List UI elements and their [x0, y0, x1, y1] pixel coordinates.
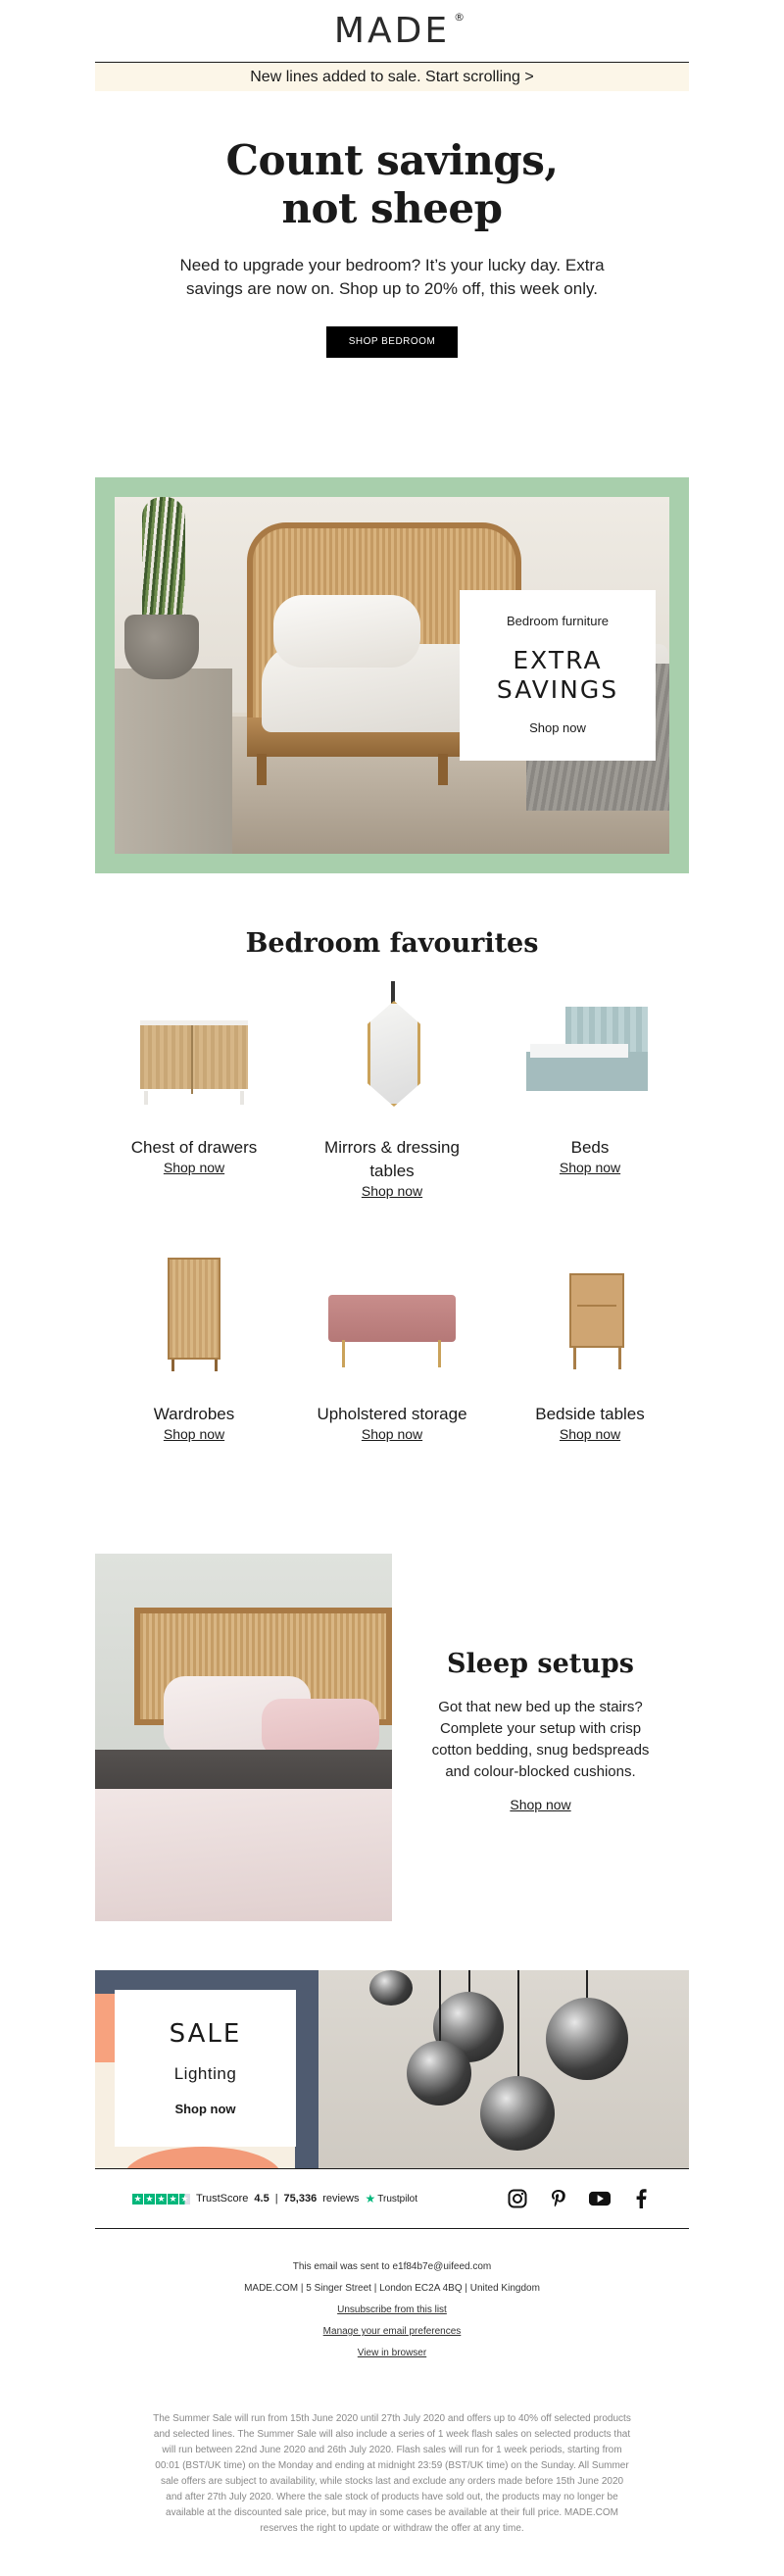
chest-leg-shape	[144, 1091, 148, 1105]
category-name: Upholstered storage	[317, 1405, 467, 1423]
bed-base-shape	[526, 1052, 648, 1091]
category-name: Beds	[570, 1138, 610, 1157]
bedside-leg-shape	[618, 1348, 621, 1369]
pinterest-icon[interactable]	[548, 2188, 569, 2209]
pendant-globe	[407, 2041, 471, 2105]
trustpilot-logo[interactable]: ★ Trustpilot	[365, 2192, 418, 2205]
sleep-setups-shop-now-link[interactable]: Shop now	[510, 1797, 571, 1812]
pendant-globe	[480, 2076, 555, 2151]
promo-card[interactable]	[460, 590, 656, 761]
category-shop-now-link[interactable]: Shop now	[163, 1160, 225, 1175]
category-wardrobes[interactable]	[95, 1248, 293, 1505]
category-shop-now-link[interactable]: Shop now	[361, 1426, 423, 1442]
category-shop-now-link[interactable]: Shop now	[559, 1160, 621, 1175]
side-table-shape	[115, 669, 232, 854]
social-links	[507, 2188, 652, 2209]
star-icon: ★	[169, 2193, 177, 2204]
bench-shape	[328, 1295, 456, 1342]
favourites-grid	[95, 981, 689, 1248]
lighting-card[interactable]	[115, 1990, 296, 2147]
bed-leg-shape	[438, 754, 448, 785]
pendant-globe	[369, 1970, 413, 2006]
chest-shape	[140, 1020, 248, 1089]
hero-section	[95, 91, 689, 477]
header	[95, 0, 689, 63]
promo-shop-now-link[interactable]: Shop now	[529, 720, 586, 735]
bed-image[interactable]	[526, 981, 654, 1118]
category-chest-of-drawers[interactable]	[95, 981, 293, 1248]
sleep-setups-title: Sleep setups	[447, 1649, 634, 1679]
mattress-shape	[530, 1044, 628, 1058]
shop-bedroom-button[interactable]: SHOP BEDROOM	[326, 326, 458, 358]
wardrobe-image[interactable]	[130, 1248, 258, 1385]
youtube-icon[interactable]	[589, 2188, 611, 2209]
facebook-icon[interactable]	[630, 2188, 652, 2209]
instagram-icon[interactable]	[507, 2188, 528, 2209]
sleep-setups-body: Got that new bed up the stairs? Complete your setup with crisp cotton bedding, snug bedspreads and colour-blocked cushions.	[431, 1699, 650, 1780]
pendant-globe	[546, 1998, 628, 2080]
bed-leg-shape	[257, 754, 267, 785]
view-in-browser-link[interactable]: View in browser	[357, 2348, 427, 2358]
chest-leg-shape	[240, 1091, 244, 1105]
category-mirrors-dressing-tables[interactable]	[293, 981, 491, 1248]
bedside-leg-shape	[573, 1348, 576, 1369]
category-bedside-tables[interactable]	[491, 1248, 689, 1505]
wardrobe-shape	[168, 1258, 220, 1360]
storage-bench-image[interactable]	[328, 1248, 456, 1385]
light-cord	[586, 1970, 588, 2000]
unsubscribe-link[interactable]: Unsubscribe from this list	[337, 2304, 447, 2315]
brand-logo[interactable]: MADE ®	[333, 11, 466, 51]
extra-savings-banner[interactable]	[95, 477, 689, 873]
pendant-lights-image[interactable]	[318, 1970, 689, 2168]
trustpilot-star-icon: ★	[365, 2192, 376, 2205]
pink-duvet-shape	[95, 1789, 392, 1921]
wardrobe-leg-shape	[172, 1360, 174, 1371]
trustpilot-widget[interactable]	[132, 2192, 417, 2205]
wardrobe-leg-shape	[215, 1360, 218, 1371]
mirror-shape	[368, 1001, 420, 1107]
chest-of-drawers-image[interactable]	[130, 981, 258, 1118]
category-beds[interactable]	[491, 981, 689, 1248]
bedside-shape	[569, 1273, 624, 1348]
promo-headline: EXTRA SAVINGS	[496, 646, 619, 704]
manage-preferences-link[interactable]: Manage your email preferences	[322, 2326, 462, 2337]
trust-separator: |	[274, 2193, 278, 2204]
hero-body: Need to upgrade your bedroom? It’s your lucky day. Extra savings are now on. Shop up to 20% off, this week only.	[179, 256, 605, 298]
hero-title: Count savings, not sheep	[225, 136, 559, 232]
lighting-graphic-panel[interactable]	[95, 1970, 318, 2168]
half-star-icon: ★	[180, 2193, 189, 2204]
footer-sent-to: This email was sent to e1f84b7e@uifeed.com	[292, 2261, 492, 2272]
sleep-setups-section	[95, 1505, 689, 1921]
pillow-shape	[273, 595, 420, 668]
lighting-shop-now-link[interactable]: Shop now	[174, 2102, 236, 2116]
registered-mark: ®	[454, 11, 466, 24]
star-icon: ★	[157, 2193, 166, 2204]
mirror-image[interactable]	[328, 981, 456, 1118]
category-upholstered-storage[interactable]	[293, 1248, 491, 1505]
bench-leg-shape	[438, 1340, 441, 1367]
legal-terms: The Summer Sale will run from 15th June 2020 until 27th July 2020 and offers up to 40% off selected products and selected lines. The Summer Sale will also include a series of 1 week flash sales on selected products that will run between 22nd June 2020 and 26th July 2020. Flash sales will run for 1 week periods, starting from 00:01 (BST/UK time) on the Monday and ending at midnight 23:59 (BST/UK time) on the Sunday. All Summer sale offers are subject to availability, while stocks last and exclude any orders made before 15th June 2020 and after 27th July 2020. Where the sale stock of products have sold out, the products may no longer be available at the discounted sale price, but may in some cases be available at their full price. MADE.COM reserves the right to update or withdraw the offer at any time.	[153, 2413, 631, 2534]
sale-label: SALE	[169, 2019, 242, 2049]
pink-cushion-shape	[262, 1699, 379, 1758]
category-name: Mirrors & dressing tables	[324, 1138, 460, 1180]
announcement-text[interactable]: New lines added to sale. Start scrolling >	[250, 68, 534, 85]
trustscore-value: 4.5	[254, 2193, 270, 2204]
light-cord	[439, 1970, 441, 2049]
bedside-table-image[interactable]	[526, 1248, 654, 1385]
favourites-grid-row-2	[95, 1248, 689, 1505]
category-shop-now-link[interactable]: Shop now	[163, 1426, 225, 1442]
favourites-title: Bedroom favourites	[245, 928, 539, 959]
reviews-word: reviews	[322, 2193, 360, 2204]
category-shop-now-link[interactable]: Shop now	[559, 1426, 621, 1442]
announcement-bar[interactable]	[95, 63, 689, 91]
trustpilot-stars	[132, 2194, 190, 2204]
light-cord	[517, 1970, 519, 2088]
reviews-count: 75,336	[283, 2193, 318, 2204]
trust-social-bar	[95, 2168, 689, 2229]
plant-shape	[142, 497, 185, 619]
category-name: Chest of drawers	[130, 1138, 258, 1157]
trustscore-label: TrustScore	[196, 2193, 249, 2204]
bench-leg-shape	[342, 1340, 345, 1367]
bedroom-photo[interactable]	[115, 497, 669, 854]
sleep-setups-image[interactable]	[95, 1554, 392, 1921]
category-name: Bedside tables	[535, 1405, 645, 1423]
star-icon: ★	[145, 2193, 154, 2204]
footer-address: MADE.COM | 5 Singer Street | London EC2A 4BQ | United Kingdom	[244, 2283, 540, 2294]
star-icon: ★	[133, 2193, 142, 2204]
category-shop-now-link[interactable]: Shop now	[361, 1183, 423, 1199]
category-name: Wardrobes	[153, 1405, 235, 1423]
promo-kicker: Bedroom furniture	[506, 614, 610, 628]
plant-pot-shape	[124, 615, 199, 679]
sleep-setups-text	[392, 1554, 689, 1921]
email-container	[95, 0, 689, 2576]
footer	[95, 2229, 689, 2364]
lighting-category: Lighting	[173, 2064, 237, 2083]
